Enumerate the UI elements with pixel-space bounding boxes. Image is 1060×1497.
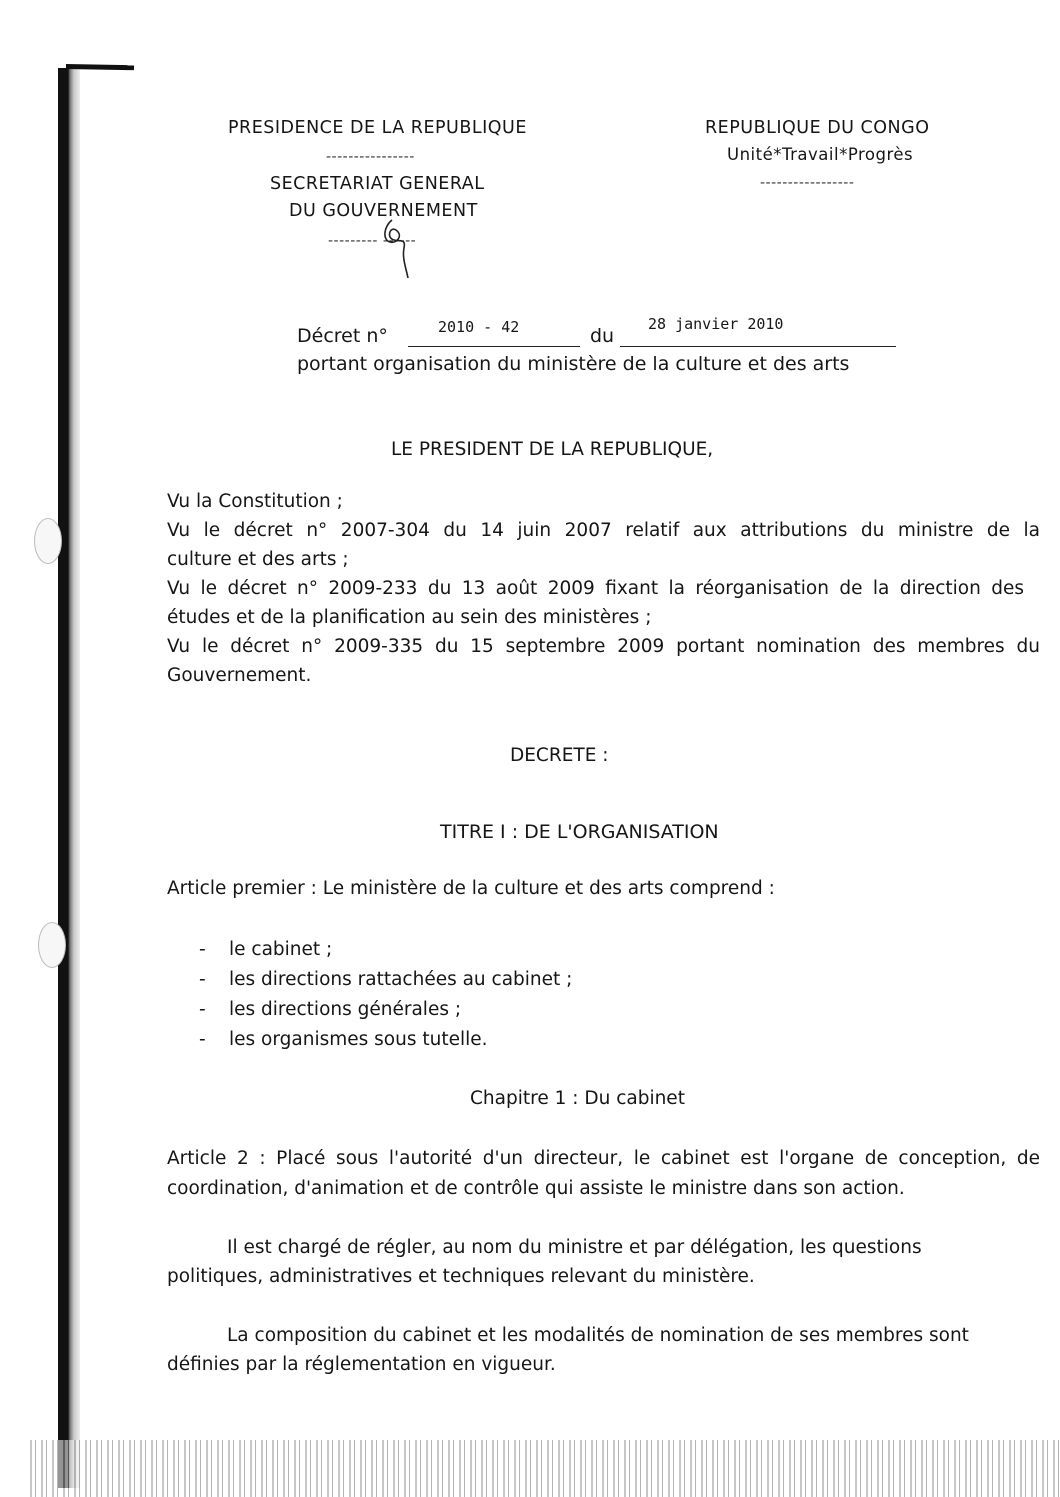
paragraph-line: politiques, administratives et techniques relevant du ministère. <box>167 1266 755 1287</box>
president-heading: LE PRESIDENT DE LA REPUBLIQUE, <box>391 439 714 460</box>
list-item: les directions générales ; <box>229 999 462 1020</box>
article-two-line <box>167 1150 1040 1169</box>
header-left-divider: ---------------- <box>326 149 415 165</box>
chapter-one: Chapitre 1 : Du cabinet <box>470 1088 685 1109</box>
decree-du: du <box>590 325 615 347</box>
initials-signature <box>374 218 414 280</box>
list-bullet: - <box>199 999 206 1020</box>
decree-number-underline <box>408 346 580 347</box>
visa-line: Vu le décret n° 2007-304 du 14 juin 2007 relatif aux attributions du ministre de la <box>167 520 1040 541</box>
header-republique: REPUBLIQUE DU CONGO <box>705 118 930 138</box>
visa-line: Vu le décret n° 2009-335 du 15 septembre 2009 portant nomination des membres du <box>167 636 1040 657</box>
article-two-label: Article 2 <box>167 1148 249 1169</box>
header-gouvernement: DU GOUVERNEMENT <box>289 201 478 221</box>
visa-line: Vu la Constitution ; <box>167 491 343 512</box>
header-left-divider-2: --------- ------ <box>328 233 417 249</box>
decree-date: 28 janvier 2010 <box>648 315 784 333</box>
decree-number: 2010 - 42 <box>438 318 520 336</box>
decree-subject: portant organisation du ministère de la culture et des arts <box>297 353 850 375</box>
article-one-label: Article premier <box>167 878 305 899</box>
scan-binding-edge <box>58 68 80 1488</box>
list-bullet: - <box>199 969 206 990</box>
visa-line: Vu le décret n° 2009-233 du 13 août 2009 fixant la réorganisation de la direction des <box>167 578 1024 599</box>
title-one: TITRE I : DE L'ORGANISATION <box>440 821 719 843</box>
visa-line: culture et des arts ; <box>167 549 349 570</box>
paragraph-line: La composition du cabinet et les modalités de nomination de ses membres sont <box>227 1325 969 1346</box>
article-two-text: : Placé sous l'autorité d'un directeur, le cabinet est l'organe de conception, de <box>259 1148 1040 1169</box>
decrete-heading: DECRETE : <box>510 745 609 766</box>
scan-noise-strip <box>30 1440 1060 1497</box>
list-bullet: - <box>199 939 206 960</box>
article-one <box>167 880 775 899</box>
visa-line: études et de la planification au sein des ministères ; <box>167 607 652 628</box>
article-one-text: : Le ministère de la culture et des arts comprend : <box>310 878 775 899</box>
list-bullet: - <box>199 1029 206 1050</box>
punch-hole <box>38 922 66 968</box>
paragraph-line: Il est chargé de régler, au nom du ministre et par délégation, les questions <box>227 1237 922 1258</box>
header-right-divider: ----------------- <box>760 175 855 191</box>
decree-prefix: Décret n° <box>297 325 388 347</box>
decree-date-underline <box>620 346 896 347</box>
punch-hole <box>34 518 62 564</box>
list-item: les directions rattachées au cabinet ; <box>229 969 573 990</box>
paragraph-line: définies par la réglementation en vigueur. <box>167 1354 556 1375</box>
visa-line: Gouvernement. <box>167 665 312 686</box>
list-item: le cabinet ; <box>229 939 333 960</box>
header-secretariat: SECRETARIAT GENERAL <box>270 174 485 194</box>
article-two-line: coordination, d'animation et de contrôle qui assiste le ministre dans son action. <box>167 1178 905 1199</box>
header-motto: Unité*Travail*Progrès <box>727 145 914 164</box>
header-presidence: PRESIDENCE DE LA REPUBLIQUE <box>228 118 527 138</box>
list-item: les organismes sous tutelle. <box>229 1029 488 1050</box>
